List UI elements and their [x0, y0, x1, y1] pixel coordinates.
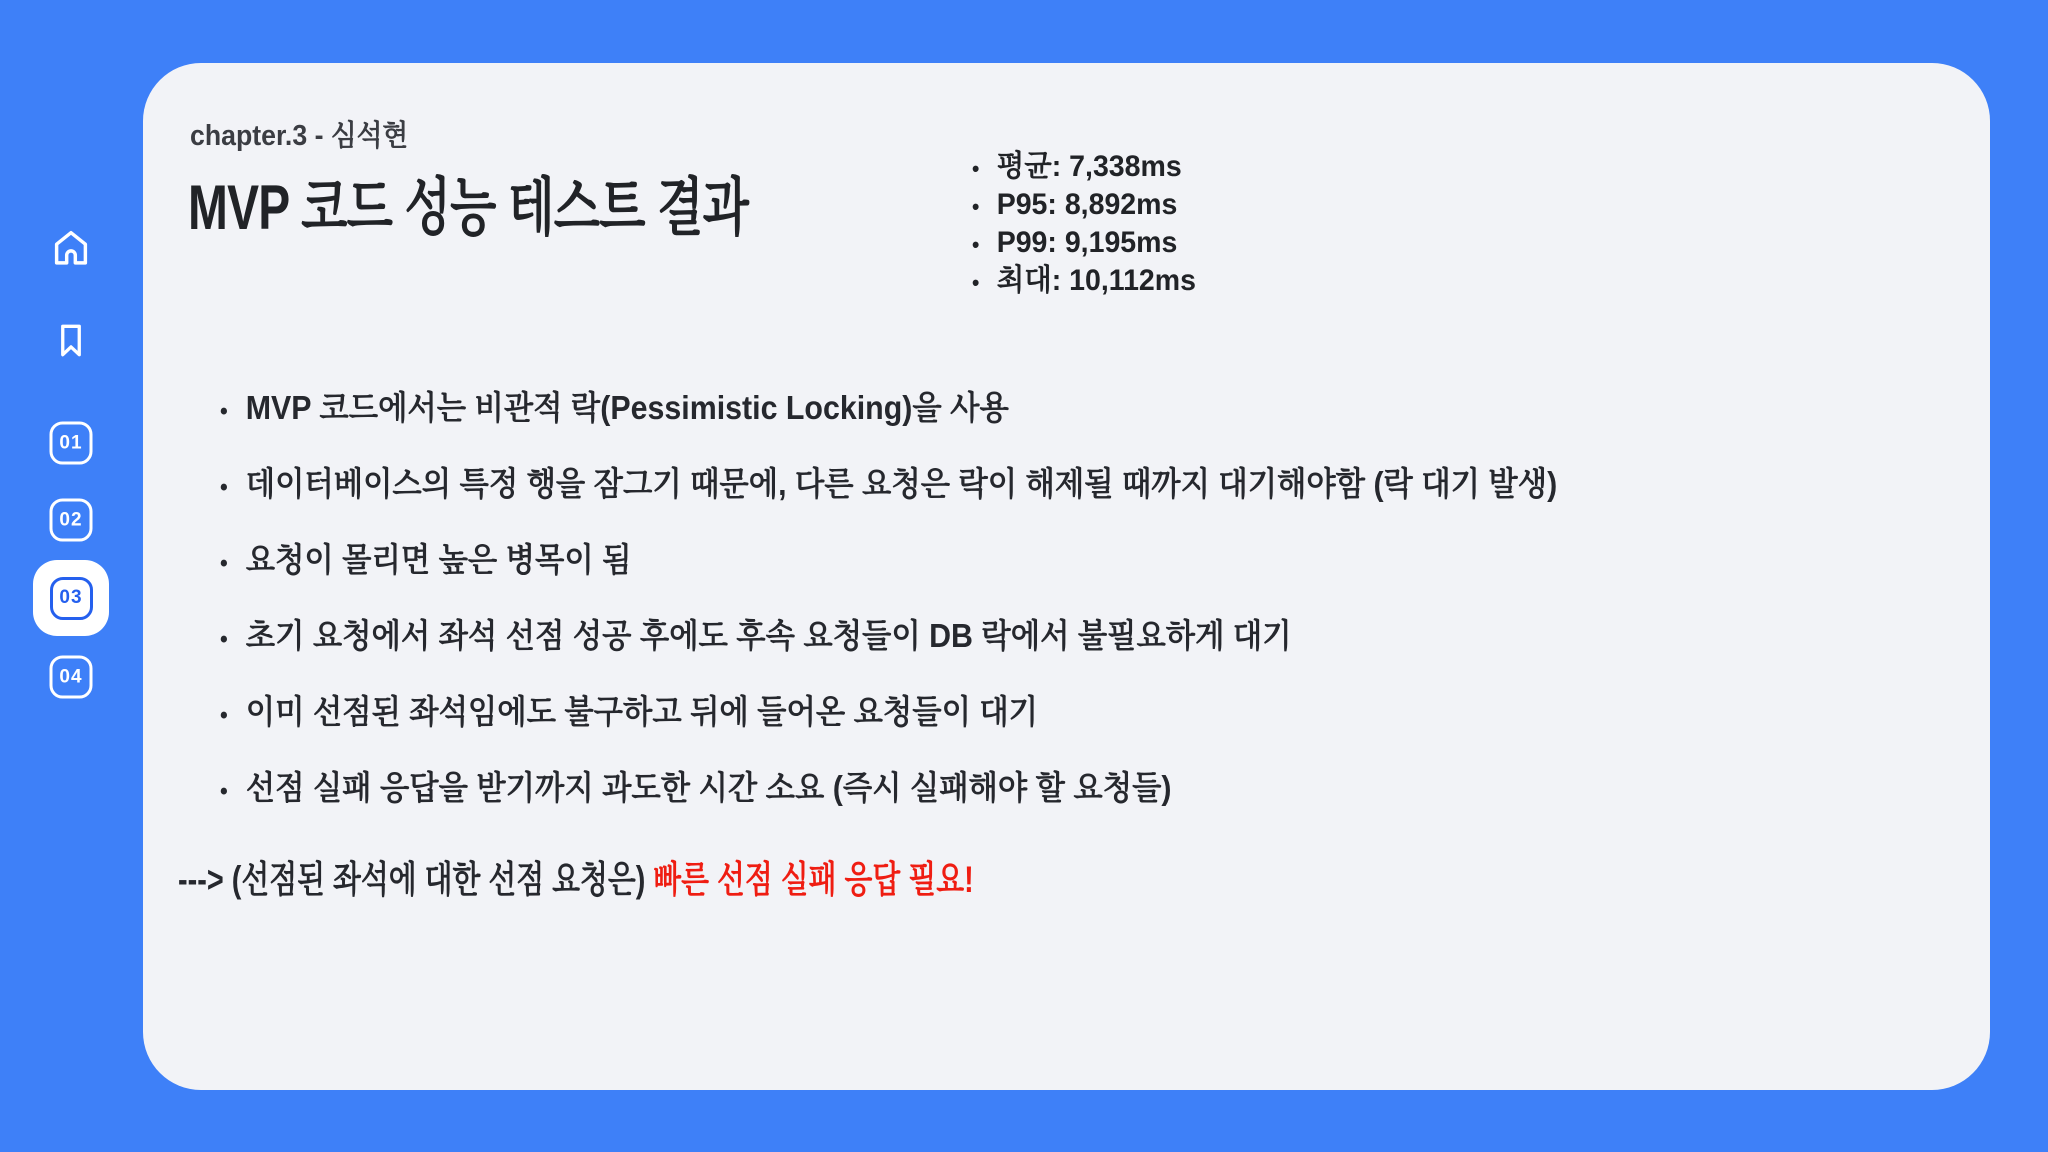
slide-card: [143, 63, 1990, 1090]
bullet-item: • MVP 코드에서는 비관적 락(Pessimistic Locking)을 사용: [220, 372, 1557, 448]
bullet-list: [220, 372, 1673, 828]
sidebar: [0, 0, 143, 1152]
bullet-item: • 데이터베이스의 특정 행을 잠그기 때문에, 다른 요청은 락이 해제될 때까지 대기해야함 (락 대기 발생): [220, 448, 1557, 524]
stat-max: • 최대: 10,112ms: [972, 263, 1196, 301]
page-badge-04: 04: [50, 656, 93, 699]
bullet-item: • 초기 요청에서 좌석 선점 성공 후에도 후속 요청들이 DB 락에서 불필요하게 대기: [220, 600, 1557, 676]
slide-title: MVP 코드 성능 테스트 결과: [188, 173, 749, 243]
bullet-item: • 선점 실패 응답을 받기까지 과도한 시간 소요 (즉시 실패해야 할 요청들): [220, 752, 1557, 828]
page-badge-01: 01: [50, 422, 93, 465]
active-page-highlight: [33, 560, 109, 636]
chapter-label: chapter.3 - 심석현: [190, 120, 409, 152]
sidebar-home-button[interactable]: [48, 226, 94, 277]
conclusion-prefix: ---> (선점된 좌석에 대한 선점 요청은): [178, 859, 646, 900]
sidebar-page-01[interactable]: [50, 422, 93, 465]
stat-avg: • 평균: 7,338ms: [972, 149, 1196, 187]
sidebar-page-03-active[interactable]: [33, 560, 109, 636]
performance-stats-list: [972, 149, 1208, 301]
sidebar-page-02[interactable]: [50, 499, 93, 542]
page-badge-03: 03: [50, 577, 93, 620]
home-icon: [48, 226, 94, 277]
sidebar-page-04[interactable]: [50, 656, 93, 699]
conclusion-highlight: 빠른 선점 실패 응답 필요!: [653, 859, 974, 900]
bookmark-icon: [49, 319, 93, 368]
conclusion-line: [178, 853, 974, 907]
sidebar-bookmark-button[interactable]: [49, 319, 93, 368]
page-badge-02: 02: [50, 499, 93, 542]
bullet-item: • 요청이 몰리면 높은 병목이 됨: [220, 524, 1557, 600]
bullet-item: • 이미 선점된 좌석임에도 불구하고 뒤에 들어온 요청들이 대기: [220, 676, 1557, 752]
stat-p95: • P95: 8,892ms: [972, 187, 1196, 225]
stat-p99: • P99: 9,195ms: [972, 225, 1196, 263]
